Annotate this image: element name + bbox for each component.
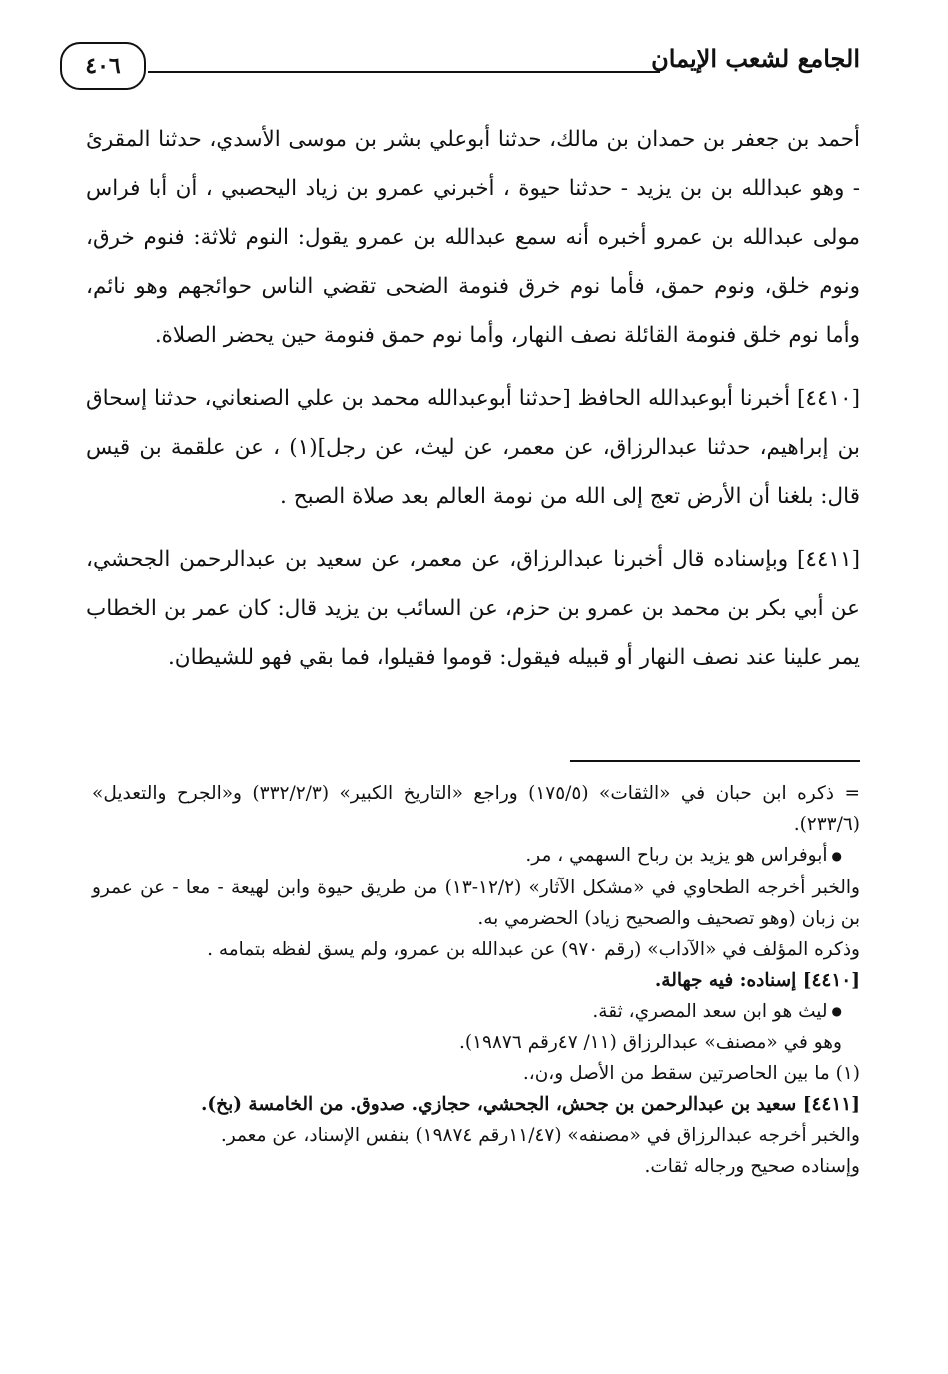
header-rule (148, 71, 660, 73)
footnote: وهو في «مصنف» عبدالرزاق (١١/ ٤٧رقم ١٩٨٧٦). (459, 1032, 842, 1053)
footnote: = ذكره ابن حبان في «الثقات» (١٧٥/٥) وراجع «التاريخ الكبير» (٣٣٢/٢/٣) و«الجرح والتعديل» (٢٣٣/٦). (92, 783, 860, 835)
bullet-icon: ● (831, 848, 842, 863)
hadith-4411 (86, 535, 860, 682)
page-number: ٤٠٦ (60, 42, 146, 90)
footnote-divider (570, 760, 860, 762)
main-text (86, 115, 860, 696)
footnote: (١) ما بين الحاصرتين سقط من الأصل و،ن،. (522, 1063, 860, 1084)
hadith-4410 (86, 374, 860, 521)
footnote: ●ليث هو ابن سعد المصري، ثقة. (592, 1000, 842, 1022)
paragraph: أحمد بن جعفر بن حمدان بن مالك، حدثنا أبوعلي بشر بن موسى الأسدي، حدثنا المقرئ - وهو عبدالله بن بن يزيد - حدثنا حيوة ، أخبرني عمرو بن زياد اليحصبي ، أن أبا فراس مولى عبدالله بن عمرو أخبره أنه سمع عبدالله بن عمرو يقول: النوم ثلاثة: فنوم خرق، ونوم خلق، ونوم حمق، فأما نوم خرق فنومة الضحى تقضي الناس حوائجهم وهو نائم، وأما نوم خلق فنومة القائلة نصف النهار، وأما نوم حمق فنومة حين يحضر الصلاة. (86, 127, 860, 348)
footnote: وذكره المؤلف في «الآداب» (رقم ٩٧٠) عن عبدالله بن عمرو، ولم يسق لفظه بتمامه . (207, 938, 860, 960)
bullet-icon: ● (831, 1004, 842, 1018)
hadith-number: [٤٤١٠] (797, 386, 860, 411)
footnote: والخبر أخرجه الطحاوي في «مشكل الآثار» (١٢/٢-١٣) من طريق حيوة وابن لهيعة - معا - عن عمرو بن زبان (وهو تصحيف والصحيح زياد) الحضرمي به. (92, 876, 860, 929)
footnote: وإسناده صحيح ورجاله ثقات. (644, 1156, 860, 1177)
footnote: والخبر أخرجه عبدالرزاق في «مصنفه» (١١/٤٧رقم ١٩٨٧٤) بنفس الإسناد، عن معمر. (220, 1125, 860, 1146)
page-header (60, 38, 860, 98)
running-title: الجامع لشعب الإيمان (651, 44, 860, 73)
footnote: [٤٤١٠] إسناده: فيه جهالة. (654, 969, 860, 991)
footnotes (92, 778, 860, 1182)
footnote: ●أبوفراس هو يزيد بن رباح السهمي ، مر. (525, 845, 842, 866)
hadith-number: [٤٤١١] (797, 547, 860, 572)
hadith-text: وبإسناده قال أخبرنا عبدالرزاق، عن معمر، عن سعيد بن عبدالرحمن الجحشي، عن أبي بكر بن محمد بن عمرو بن حزم، عن السائب بن يزيد قال: كان عمر بن الخطاب يمر علينا عند نصف النهار أو قبيله فيقول: قوموا فقيلوا، فما بقي فهو للشيطان. (86, 547, 860, 670)
hadith-text: أخبرنا أبوعبدالله الحافظ [حدثنا أبوعبدالله محمد بن علي الصنعاني، حدثنا إسحاق بن إبراهيم، حدثنا عبدالرزاق، عن معمر، عن ليث، عن رجل](١) ، عن علقمة بن قيس قال: بلغنا أن الأرض تعج إلى الله من نومة العالم بعد صلاة الصبح . (86, 386, 860, 509)
footnote: [٤٤١١] سعيد بن عبدالرحمن بن جحش، الجحشي، حجازي. صدوق. من الخامسة (بخ). (200, 1094, 860, 1115)
